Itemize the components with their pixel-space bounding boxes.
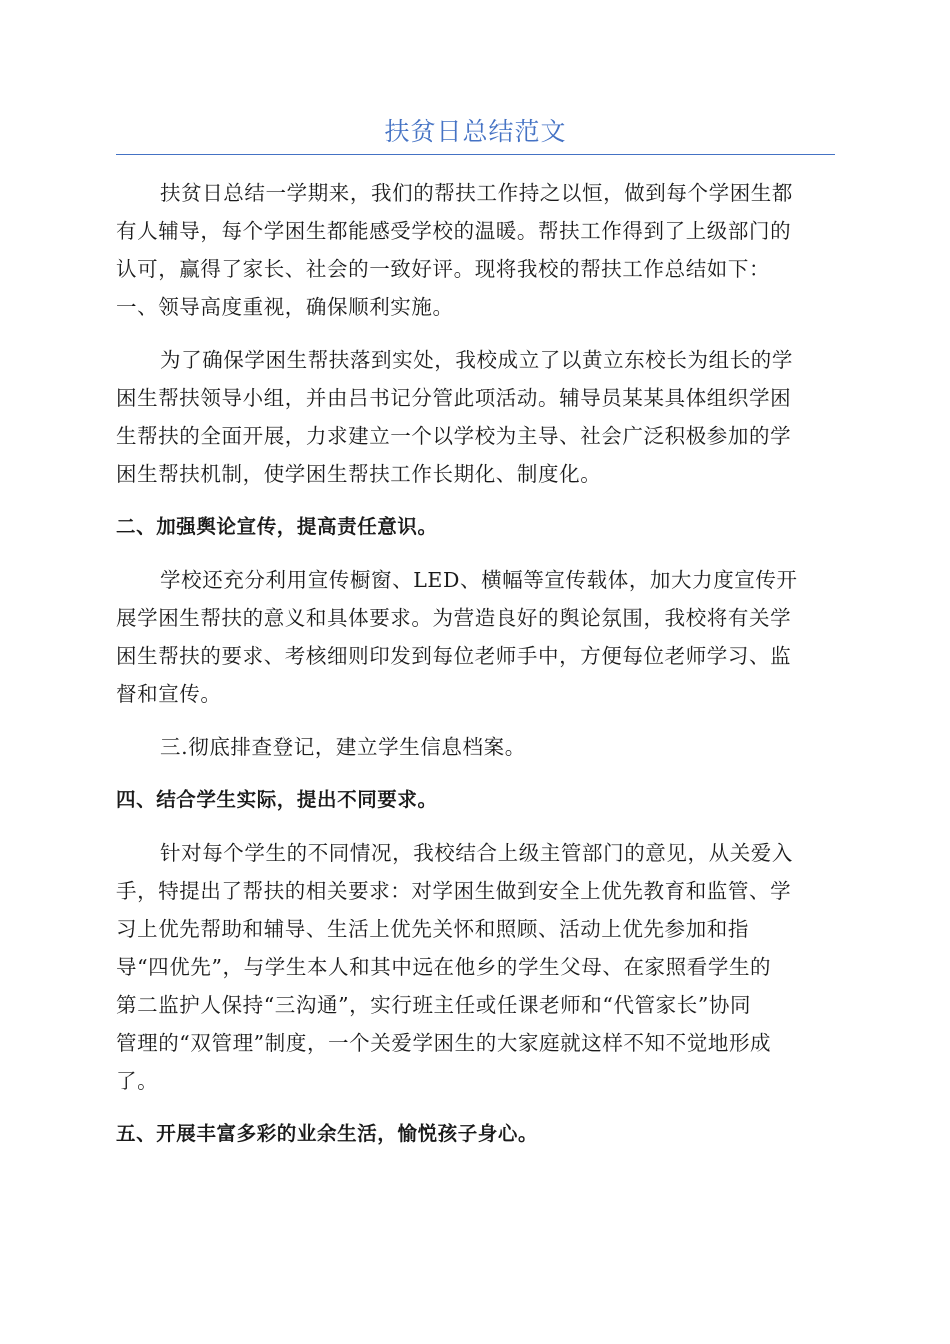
paragraph-line: 困生帮扶机制，使学困生帮扶工作长期化、制度化。: [116, 462, 602, 486]
paragraph-line: 针对每个学生的不同情况，我校结合上级主管部门的意见，从关爱入: [160, 841, 793, 865]
section-heading-3: 三.彻底排查登记，建立学生信息档案。: [160, 735, 526, 759]
paragraph-line: 督和宣传。: [116, 682, 222, 706]
section-heading-1: 一、领导高度重视，确保顺利实施。: [116, 295, 454, 319]
section-heading-2: 二、加强舆论宣传，提高责任意识。: [116, 515, 438, 538]
section1-paragraph: [116, 341, 835, 493]
document-body: [116, 174, 835, 1153]
paragraph-line: 扶贫日总结一学期来，我们的帮扶工作持之以恒，做到每个学困生都: [160, 181, 793, 205]
paragraph-line: 认可，赢得了家长、社会的一致好评。现将我校的帮扶工作总结如下：: [116, 257, 771, 281]
paragraph-line: 有人辅导，每个学困生都能感受学校的温暖。帮扶工作得到了上级部门的: [116, 219, 792, 243]
intro-paragraph: [116, 174, 835, 326]
paragraph-line: 第二监护人保持“三沟通”，实行班主任或任课老师和“代管家长”协同: [116, 993, 752, 1017]
paragraph-line: 手，特提出了帮扶的相关要求：对学困生做到安全上优先教育和监管、学: [116, 879, 792, 903]
document-title: 扶贫日总结范文: [384, 117, 567, 146]
section-heading-5: 五、开展丰富多彩的业余生活，愉悦孩子身心。: [116, 1122, 539, 1145]
title-underline: [116, 154, 835, 155]
paragraph-line: 学校还充分利用宣传橱窗、LED、横幅等宣传载体，加大力度宣传开: [160, 568, 798, 592]
section4-paragraph: [116, 834, 835, 1100]
paragraph-line: 了。: [116, 1069, 159, 1093]
paragraph-line: 管理的“双管理”制度，一个关爱学困生的大家庭就这样不知不觉地形成: [116, 1031, 772, 1055]
paragraph-line: 展学困生帮扶的意义和具体要求。为营造良好的舆论氛围，我校将有关学: [116, 606, 792, 630]
paragraph-line: 习上优先帮助和辅导、生活上优先关怀和照顾、活动上优先参加和指: [116, 917, 749, 941]
paragraph-line: 困生帮扶领导小组，并由吕书记分管此项活动。辅导员某某具体组织学困: [116, 386, 792, 410]
section2-paragraph: [116, 561, 835, 713]
paragraph-line: 困生帮扶的要求、考核细则印发到每位老师手中，方便每位老师学习、监: [116, 644, 792, 668]
paragraph-line: 为了确保学困生帮扶落到实处，我校成立了以黄立东校长为组长的学: [160, 348, 793, 372]
section-heading-4: 四、结合学生实际，提出不同要求。: [116, 788, 438, 811]
paragraph-line: 导“四优先”，与学生本人和其中远在他乡的学生父母、在家照看学生的: [116, 955, 772, 979]
paragraph-line: 生帮扶的全面开展，力求建立一个以学校为主导、社会广泛积极参加的学: [116, 424, 792, 448]
